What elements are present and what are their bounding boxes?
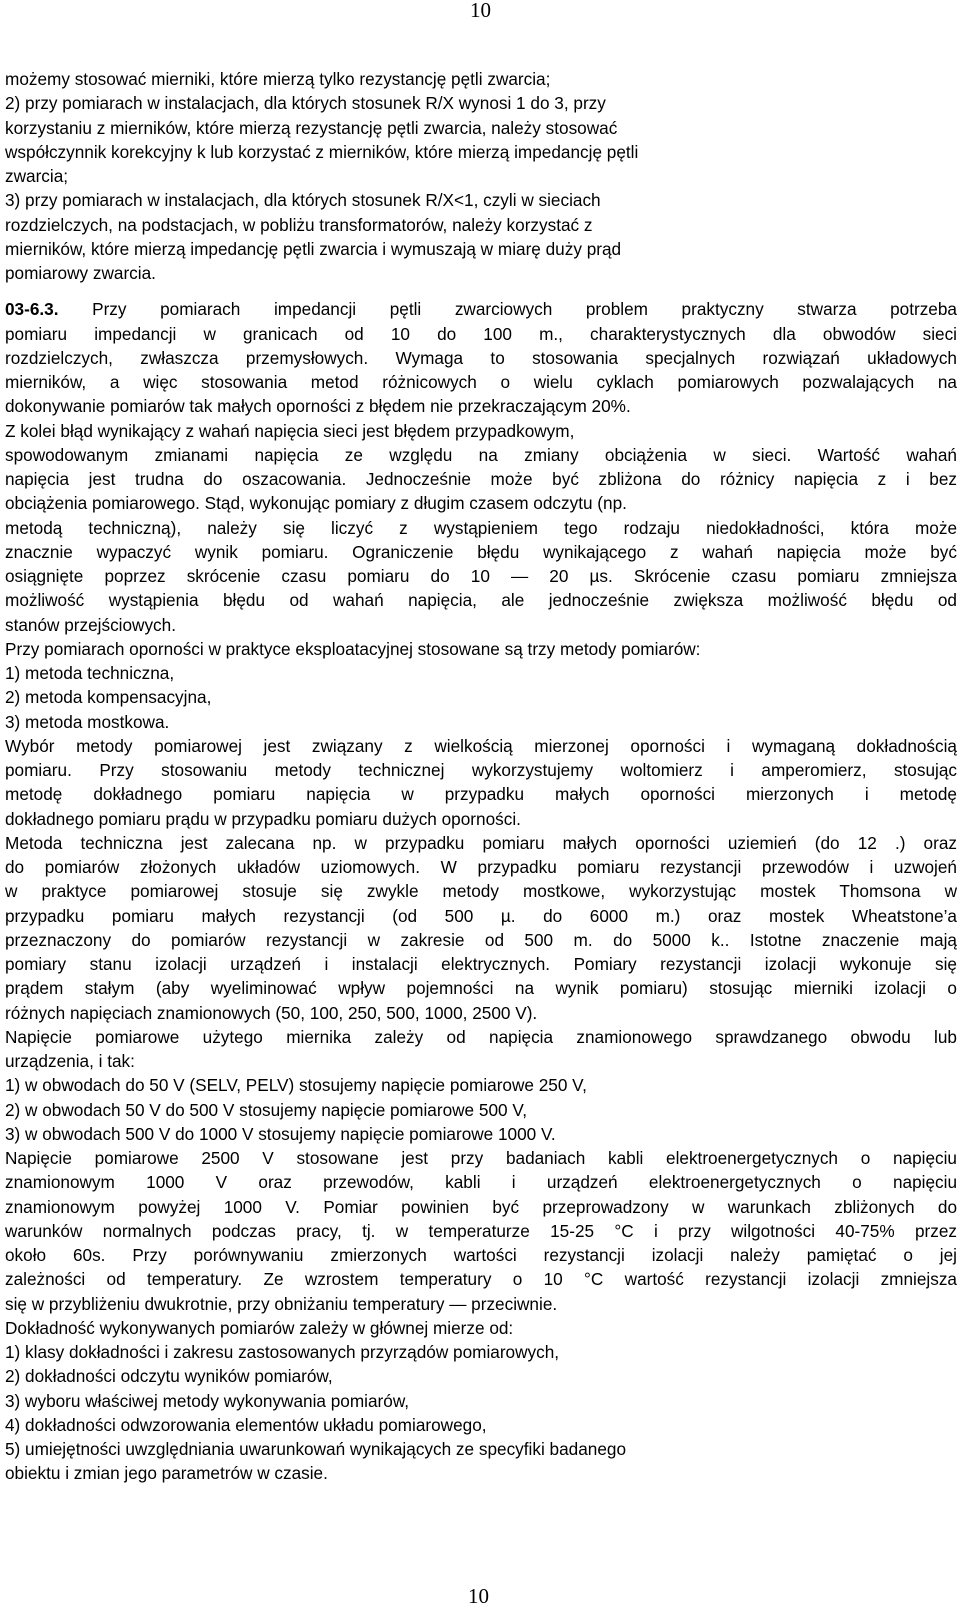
text-line: 3) w obwodach 500 V do 1000 V stosujemy napięcie pomiarowe 1000 V. <box>5 1123 556 1144</box>
text-line: Napięcie pomiarowe 2500 V stosowane jest przy badaniach kabli elektroenergetycznych o napięciu <box>5 1148 957 1168</box>
section-first-line: Przy pomiarach impedancji pętli zwarciowych problem praktyczny stwarza potrzeba <box>58 299 957 320</box>
text-line: korzystaniu z mierników, które mierzą rezystancję pętli zwarcia, należy stosować <box>5 117 618 138</box>
text-line: dokonywanie pomiarów tak małych oporności z błędem nie przekraczającym 20%. <box>5 396 631 417</box>
text-line: Metoda techniczna jest zalecana np. w przypadku pomiaru małych oporności uziemień (do 12 .) oraz <box>5 832 957 853</box>
text-line: Dokładność wykonywanych pomiarów zależy w głównej mierze od: <box>5 1317 514 1338</box>
text-line: współczynnik korekcyjny k lub korzystać z mierników, które mierzą impedancję pętli <box>5 141 639 162</box>
text-line: 3) wyboru właściwej metody wykonywania pomiarów, <box>5 1390 410 1411</box>
paragraph-block-main <box>5 322 957 1486</box>
text-line: mierników, a więc stosowania metod różnicowych o wielu cyklach pomiarowych pozwalających na <box>5 372 957 392</box>
text-line: pomiaru. Przy stosowaniu metody technicznej wykorzystujemy woltomierz i amperomierz, stosując <box>5 760 957 780</box>
text-line: zależności od temperatury. Ze wzrostem temperatury o 10 °C wartość rezystancji izolacji zmniejsza <box>5 1269 957 1290</box>
text-line: 2) przy pomiarach w instalacjach, dla których stosunek R/X wynosi 1 do 3, przy <box>5 93 606 114</box>
text-line: Napięcie pomiarowe użytego miernika zależy od napięcia znamionowego sprawdzanego obwodu lub <box>5 1026 957 1047</box>
document-body <box>5 67 957 1486</box>
text-line: możliwość wystąpienia błędu od wahań napięcia, ale jednocześnie zwiększa możliwość błędu od <box>5 590 957 611</box>
text-line: zwarcia; <box>5 166 69 186</box>
text-line: prądem stałym (aby wyeliminować wpływ pojemności na wynik pomiaru) stosując mierniki izolacji o <box>5 978 957 999</box>
text-line: znacznie wypaczyć wynik pomiaru. Ograniczenie błędu wynikającego z wahań napięcia może być <box>5 541 957 562</box>
text-line: znamionowym 1000 V oraz przewodów, kabli i urządzeń elektroenergetycznych o napięciu <box>5 1172 957 1193</box>
page-number-top: 10 <box>470 0 491 22</box>
text-line: się w przybliżeniu dwukrotnie, przy obniżaniu temperatury — przeciwnie. <box>5 1293 558 1314</box>
text-line: różnych napięciach znamionowych (50, 100, 250, 500, 1000, 2500 V). <box>5 1002 538 1023</box>
text-line: znamionowym powyżej 1000 V. Pomiar powinien być przeprowadzony w warunkach zbliżonych do <box>5 1196 957 1217</box>
section-number: 03-6.3. <box>5 299 59 320</box>
text-line: w praktyce pomiarowej stosuje się zwykle metody mostkowe, wykorzystując mostek Thomsona w <box>5 881 957 902</box>
text-line: 2) w obwodach 50 V do 500 V stosujemy napięcie pomiarowe 500 V, <box>5 1099 527 1120</box>
text-line: napięcia jest trudna do oszacowania. Jednocześnie może być zbliżona do różnicy napięcia z i bez <box>5 469 957 489</box>
text-line: metodą techniczną), należy się liczyć z wystąpieniem tego rodzaju niedokładności, która może <box>5 517 957 538</box>
text-line: pomiaru impedancji w granicach od 10 do 100 m., charakterystycznych dla obwodów sieci <box>5 323 957 344</box>
text-line: dokładnego pomiaru prądu w przypadku pomiaru dużych oporności. <box>5 808 521 829</box>
text-line: obciążenia pomiarowego. Stąd, wykonując pomiary z długim czasem odczytu (np. <box>5 493 627 514</box>
text-line: Przy pomiarach oporności w praktyce eksploatacyjnej stosowane są trzy metody pomiarów: <box>5 638 701 659</box>
paragraph-gap <box>5 285 957 297</box>
text-line: pomiarowy zwarcia. <box>5 263 156 283</box>
text-line: możemy stosować mierniki, które mierzą tylko rezystancję pętli zwarcia; <box>5 69 551 89</box>
text-line: 1) klasy dokładności i zakresu zastosowanych przyrządów pomiarowych, <box>5 1342 560 1362</box>
text-line: 3) przy pomiarach w instalacjach, dla których stosunek R/X<1, czyli w sieciach <box>5 190 601 211</box>
text-line: spowodowanym zmianami napięcia ze względu na zmiany obciążenia w sieci. Wartość wahań <box>5 444 957 465</box>
text-line: 5) umiejętności uwzględniania uwarunkowań wynikających ze specyfiki badanego <box>5 1439 627 1459</box>
text-line: 1) w obwodach do 50 V (SELV, PELV) stosujemy napięcie pomiarowe 250 V, <box>5 1075 587 1096</box>
text-line: 4) dokładności odwzorowania elementów układu pomiarowego, <box>5 1414 487 1435</box>
text-line: 1) metoda techniczna, <box>5 663 175 683</box>
text-line: warunków normalnych podczas pracy, tj. w temperaturze 15-25 °C i przy wilgotności 40-75% przez <box>5 1220 957 1241</box>
text-line: około 60s. Przy porównywaniu zmierzonych wartości rezystancji izolacji należy pamiętać o jej <box>5 1245 957 1265</box>
text-line: urządzenia, i tak: <box>5 1051 135 1071</box>
text-line: 2) metoda kompensacyjna, <box>5 687 212 708</box>
text-line: rozdzielczych, zwłaszcza przemysłowych. Wymaga to stosowania specjalnych rozwiązań układowych <box>5 347 957 368</box>
text-line: Wybór metody pomiarowej jest związany z wielkością mierzonej oporności i wymaganą dokładnością <box>5 735 957 756</box>
text-line: stanów przejściowych. <box>5 614 176 635</box>
text-line: Z kolei błąd wynikający z wahań napięcia sieci jest błędem przypadkowym, <box>5 420 575 441</box>
text-line: osiągnięte poprzez skrócenie czasu pomiaru do 10 — 20 µs. Skrócenie czasu pomiaru zmniejsza <box>5 566 957 586</box>
text-line: rozdzielczych, na podstacjach, w pobliżu transformatorów, należy korzystać z <box>5 214 593 235</box>
section-heading-line <box>5 297 957 321</box>
text-line: do pomiarów złożonych układów uziomowych. W przypadku pomiaru rezystancji przewodów i uzwojeń <box>5 857 957 877</box>
text-line: 2) dokładności odczytu wyników pomiarów, <box>5 1366 333 1387</box>
text-line: metodę dokładnego pomiaru napięcia w przypadku małych oporności mierzonych i metodę <box>5 784 957 805</box>
text-line: przeznaczony do pomiarów rezystancji w zakresie od 500 m. do 5000 k.. Istotne znaczenie mają <box>5 929 957 950</box>
text-line: obiektu i zmian jego parametrów w czasie. <box>5 1463 328 1484</box>
text-line: przypadku pomiaru małych rezystancji (od 500 µ. do 6000 m.) oraz mostek Wheatstone’a <box>5 905 957 926</box>
text-line: 3) metoda mostkowa. <box>5 711 170 732</box>
page-number-bottom: 10 <box>468 1584 489 1608</box>
text-line: pomiary stanu izolacji urządzeń i instalacji elektrycznych. Pomiary rezystancji izolacji wykonuje się <box>5 954 957 974</box>
paragraph-block-intro <box>5 67 957 285</box>
text-line: mierników, które mierzą impedancję pętli zwarcia i wymuszają w miarę duży prąd <box>5 238 622 259</box>
